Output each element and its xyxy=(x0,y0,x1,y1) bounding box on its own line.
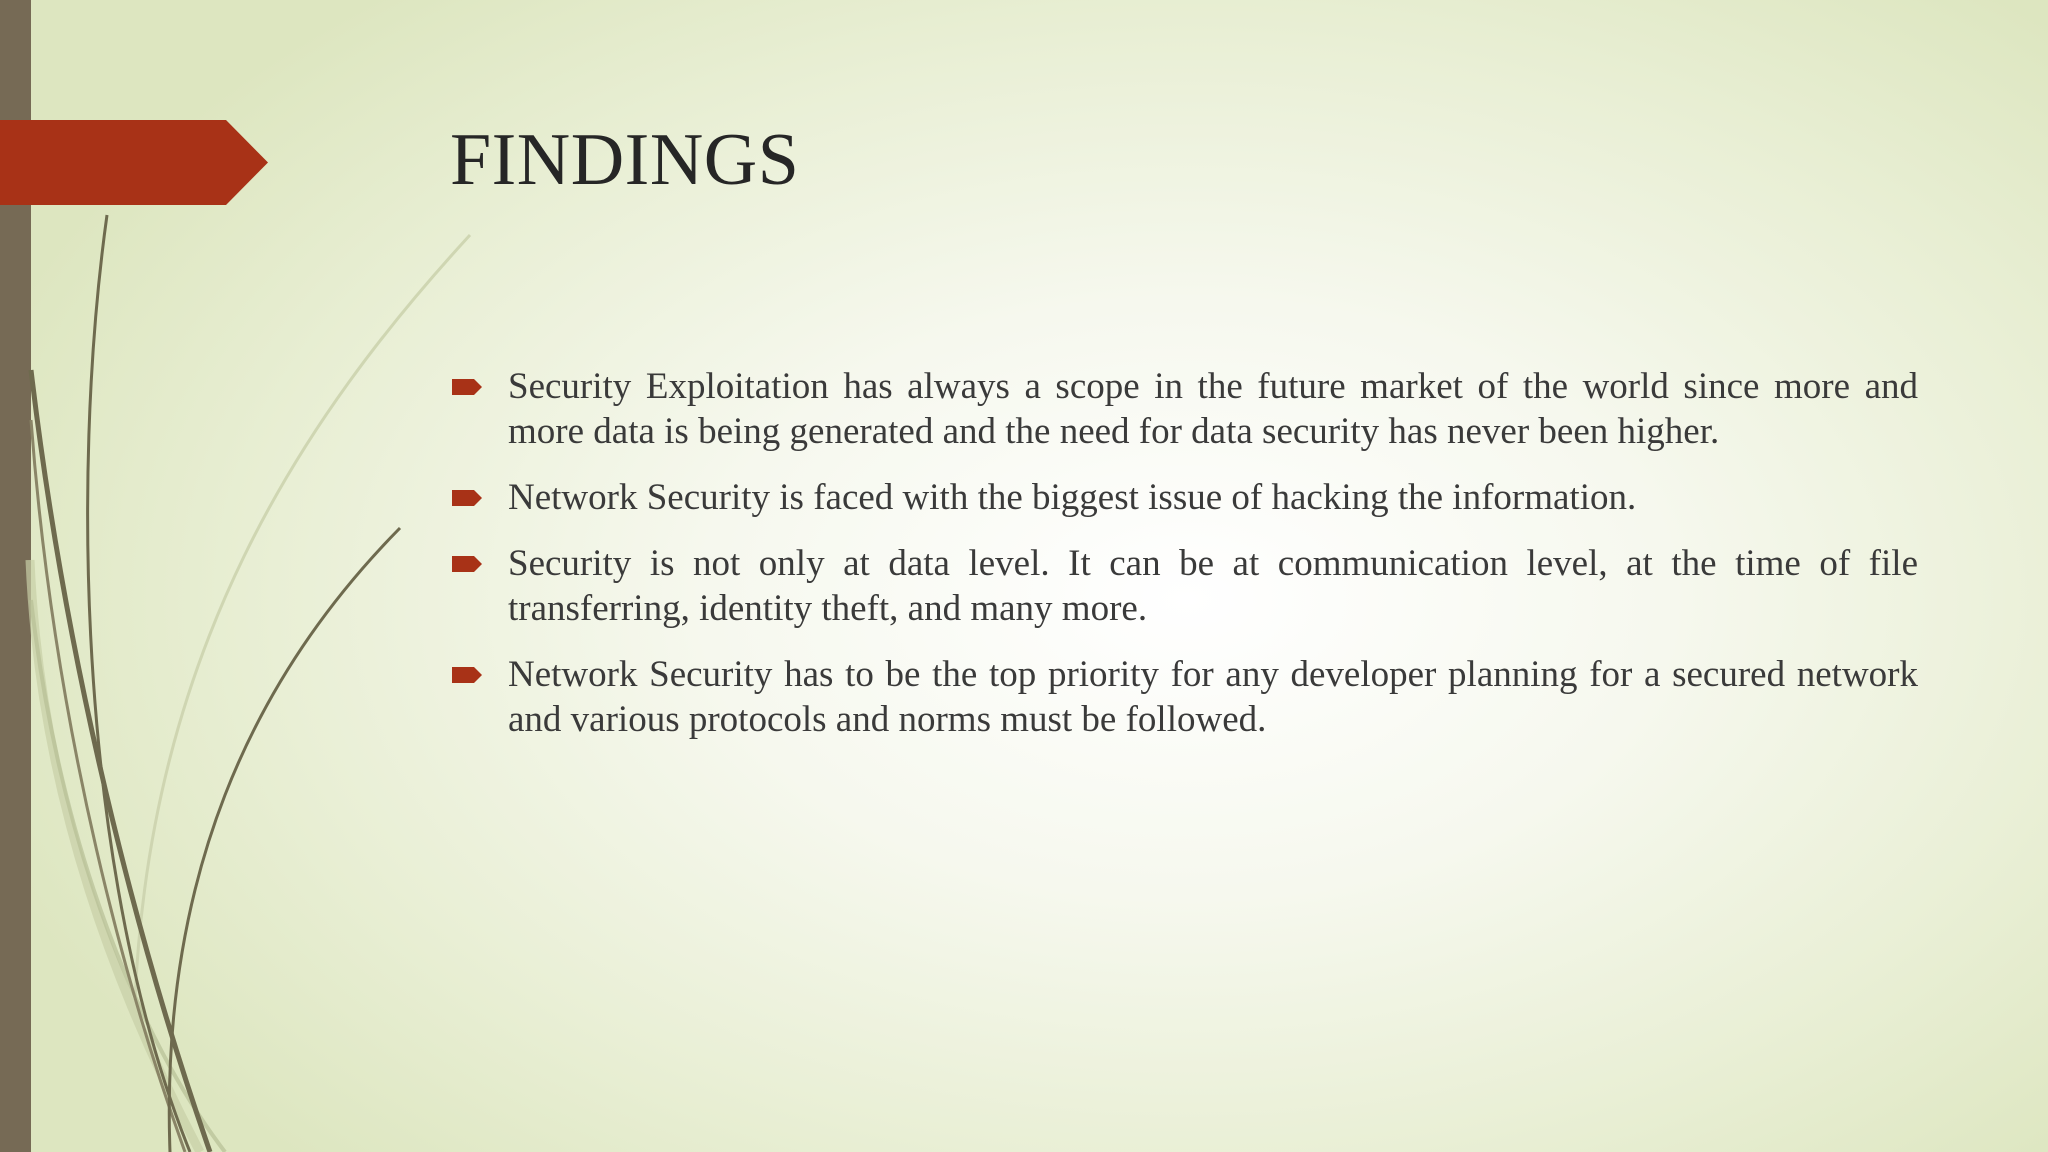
bullet-text: Security Exploitation has always a scope in the future market of the world since more and more data is being generated and the need for data security has never been higher. xyxy=(508,366,1918,452)
bullet-item xyxy=(452,475,1918,520)
bullet-text: Network Security is faced with the biggest issue of hacking the information. xyxy=(508,477,1637,518)
bullet-item xyxy=(452,541,1918,631)
right-arrow-bullet-icon xyxy=(452,490,482,506)
arrow-tab-icon xyxy=(0,120,268,205)
right-arrow-bullet-icon xyxy=(452,379,482,395)
right-arrow-bullet-icon xyxy=(452,667,482,683)
bullet-item xyxy=(452,364,1918,454)
bullet-item xyxy=(452,652,1918,742)
bullet-list xyxy=(452,364,1918,763)
bullet-text: Network Security has to be the top priority for any developer planning for a secured network and various protocols and norms must be followed. xyxy=(508,654,1918,740)
right-arrow-bullet-icon xyxy=(452,556,482,572)
slide-title: FINDINGS xyxy=(450,119,800,201)
bullet-text: Security is not only at data level. It can be at communication level, at the time of file transferring, identity theft, and many more. xyxy=(508,543,1918,629)
